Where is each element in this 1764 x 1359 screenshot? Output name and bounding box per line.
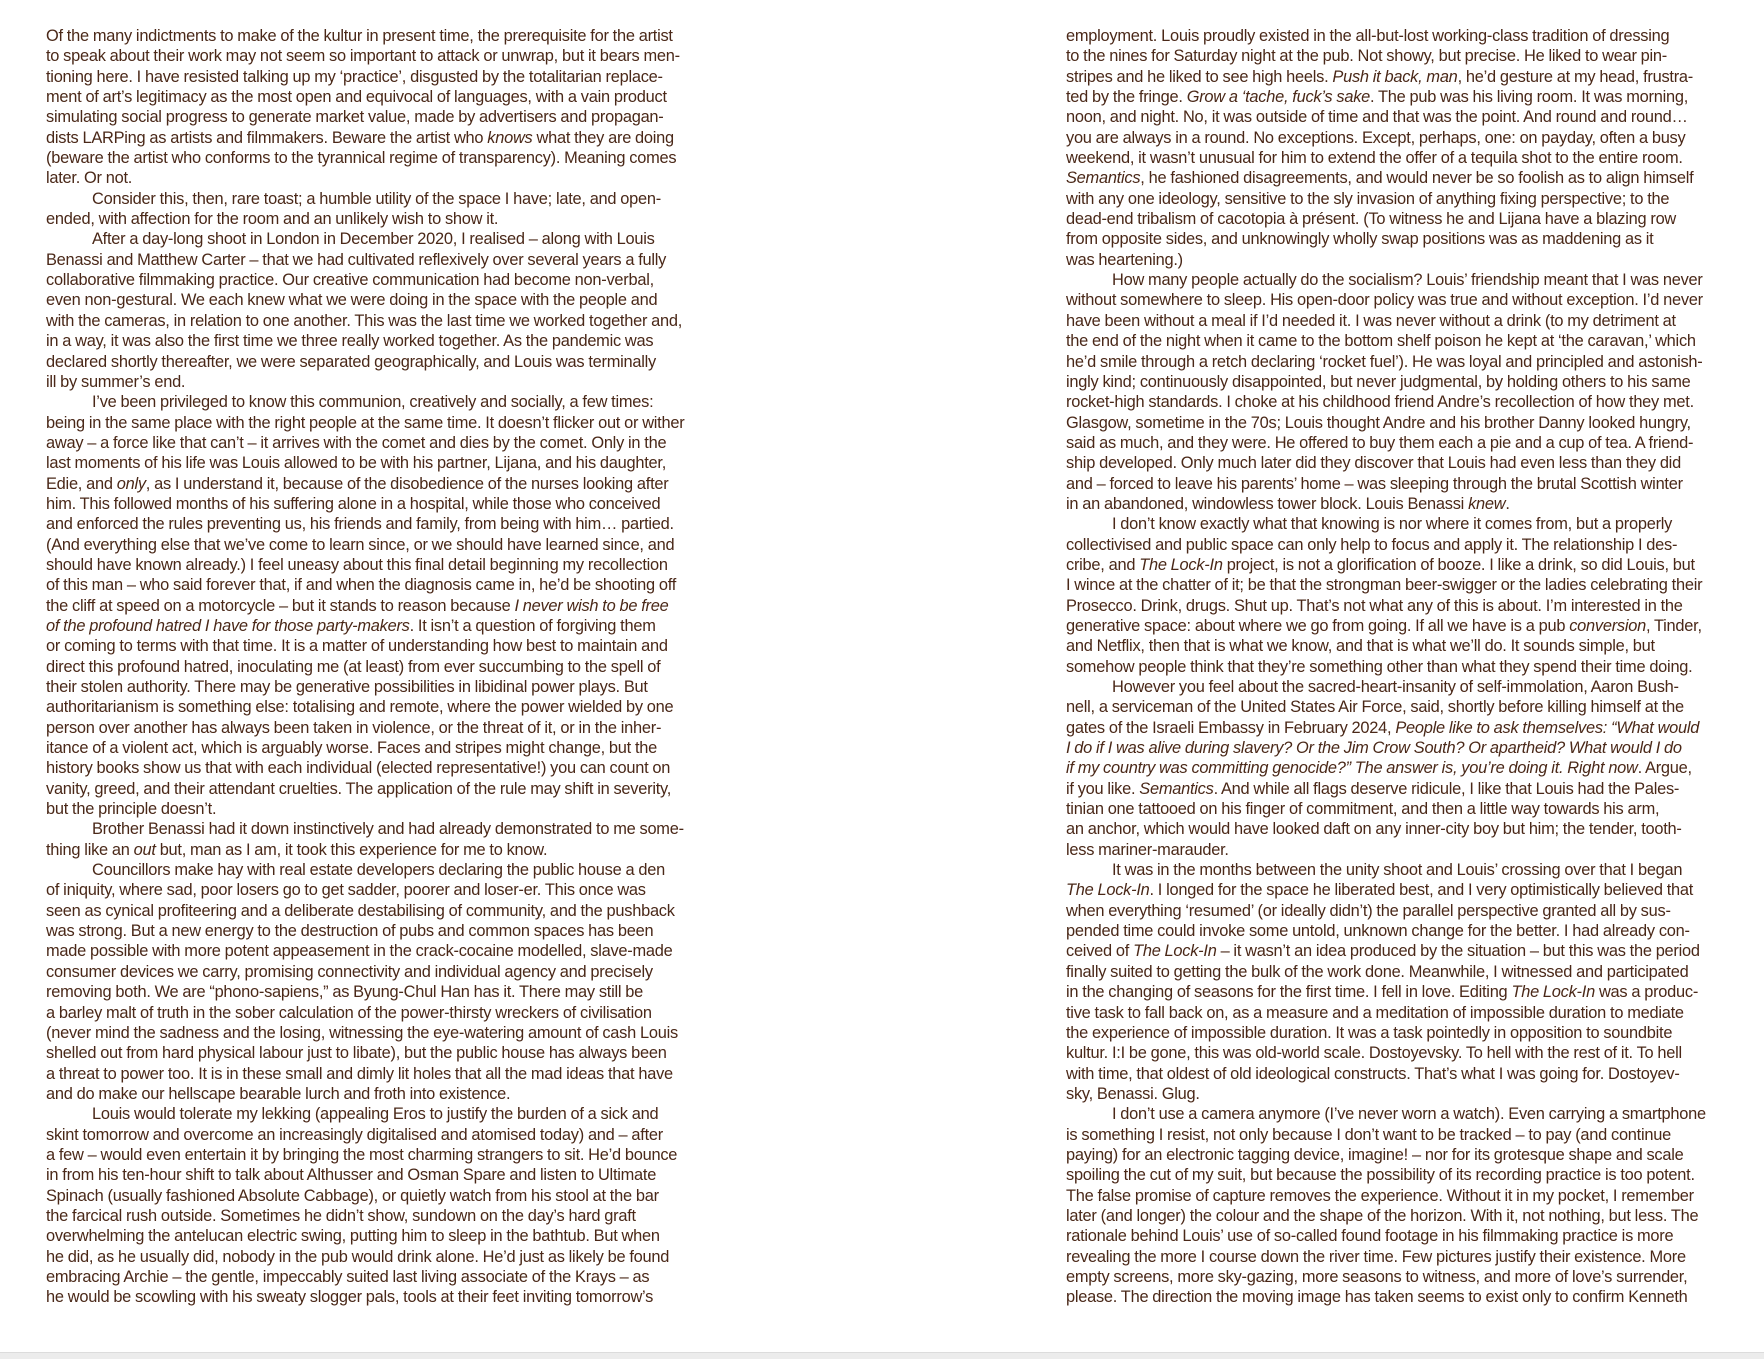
text-line: The false promise of capture removes the experience. Without it in my pocket, I remember: [1066, 1186, 1694, 1205]
text-line: tioning here. I have resisted talking up my ‘practice’, disgusted by the totalitarian replace-: [46, 67, 663, 86]
text-line: please. The direction the moving image has taken seems to exist only to confirm Kenneth: [1066, 1288, 1688, 1307]
text-line: person over another has always been taken in violence, or the threat of it, or in the inher-: [46, 718, 662, 737]
text-line: ended, with affection for the room and an unlikely wish to show it.: [46, 210, 499, 229]
text-line: itance of a violent act, which is arguably worse. Faces and stripes might change, but the: [46, 739, 658, 758]
text-run: gates of the Israeli Embassy in February 2024,: [1066, 718, 1396, 737]
text-line: [46, 616, 726, 636]
text-line: with time, that oldest of old ideological constructs. That’s what I was going for. Dostoyev-: [1066, 1064, 1680, 1083]
text-line: revealing the more I course down the river time. Few pictures justify their existence. More: [1066, 1247, 1686, 1266]
text-line: or coming to terms with that time. It is a matter of understanding how best to maintain and: [46, 637, 668, 656]
text-line: Glasgow, sometime in the 70s; Louis thought Andre and his brother Danny looked hungry,: [1066, 413, 1691, 432]
paragraph: [1066, 677, 1730, 860]
text-line: [1066, 67, 1730, 87]
text-run: . The pub was his living room. It was morning,: [1370, 88, 1689, 107]
text-line: (never mind the sadness and the losing, witnessing the eye-watering amount of cash Louis: [46, 1023, 678, 1042]
text-line: made possible with more potent appeasement in the crack-cocaine modelled, slave-made: [46, 942, 673, 961]
paragraph: [46, 229, 726, 392]
text-run: , as I understand it, because of the disobedience of the nurses looking after: [145, 474, 669, 493]
text-run: was a produc-: [1594, 983, 1699, 1002]
text-line: he would be scowling with his sweaty slogger pals, tools at their feet inviting tomorrow’s: [46, 1288, 654, 1307]
text-run: project, is not a glorification of booze. I like a drink, so did Louis, but: [1222, 555, 1695, 574]
text-line: of iniquity, where sad, poor losers go to get sadder, poorer and loser-er. This once was: [46, 881, 646, 900]
text-line: and – forced to leave his parents’ home – was sleeping through the brutal Scottish winter: [1066, 474, 1683, 493]
text-run: the cliff at speed on a motorcycle – but it stands to reason because: [46, 596, 515, 615]
text-run: . Argue,: [1637, 759, 1692, 778]
text-line: spoiling the cut of my suit, but because the possibility of its recording practice is too potent.: [1066, 1166, 1695, 1185]
text-line: seen as cynical profiteering and a deliberate destabilising of community, and the pushback: [46, 901, 675, 920]
text-run: . And while all flags deserve ridicule, I like that Louis had the Pales-: [1213, 779, 1680, 798]
text-line: later. Or not.: [46, 169, 133, 188]
text-line: was strong. But a new energy to the destruction of pubs and common spaces has been: [46, 922, 654, 941]
text-line: ship developed. Only much later did they discover that Louis had even less than they did: [1066, 454, 1681, 473]
emphasis: Semantics: [1066, 169, 1141, 188]
emphasis: conversion: [1569, 616, 1646, 635]
text-line: in a way, it was also the first time we three really worked together. As the pandemic was: [46, 332, 654, 351]
text-line: How many people actually do the socialism? Louis’ friendship meant that I was never: [1112, 271, 1703, 290]
text-line: tinian one tattooed on his finger of commitment, and then a little way towards his arm,: [1066, 800, 1660, 819]
paragraph: [46, 819, 726, 860]
text-line: a barley malt of truth in the sober calculation of the power-thirsty wreckers of civilisation: [46, 1003, 652, 1022]
text-line: without somewhere to sleep. His open-door policy was true and without exception. I’d never: [1066, 291, 1703, 310]
emphasis: The Lock-In: [1066, 881, 1150, 900]
text-run: but, man as I am, it took this experience for me to know.: [155, 840, 548, 859]
text-line: [46, 596, 726, 616]
text-line: their stolen authority. There may be generative possibilities in libidinal power plays. But: [46, 678, 648, 696]
emphasis: The Lock-In: [1511, 983, 1595, 1002]
text-run: what they are doing: [532, 128, 674, 147]
emphasis: People like to ask themselves: “What would: [1395, 718, 1700, 737]
text-line: history books show us that with each individual (elected representative!) you can count on: [46, 759, 671, 778]
text-line: and Netflix, then that is what we know, and that is what we’ll do. It sounds simple, but: [1066, 637, 1655, 656]
emphasis: Grow a ‘tache, fuck’s sake: [1186, 88, 1371, 107]
emphasis: Push it back, man: [1332, 67, 1458, 86]
text-run: generative space: about where we go from going. If all we have is a pub: [1066, 616, 1570, 635]
text-run: .: [1505, 494, 1510, 513]
text-line: finally suited to getting the bulk of the work done. Meanwhile, I witnessed and participated: [1066, 962, 1689, 981]
text-line: I don’t know exactly what that knowing is nor where it comes from, but a properly: [1112, 515, 1673, 534]
text-line: [1066, 616, 1730, 636]
text-run: , he fashioned disagreements, and would never be so foolish as to align himself: [1140, 169, 1694, 188]
text-line: noon, and night. No, it was outside of time and that was the point. And round and round…: [1066, 108, 1688, 127]
paragraph: [46, 392, 726, 819]
emphasis: knows: [487, 128, 533, 147]
text-line: sky, Benassi. Glug.: [1066, 1084, 1200, 1103]
text-line: I’ve been privileged to know this communion, creatively and socially, a few times:: [92, 393, 654, 412]
text-line: somehow people think that they’re something other than what they spend their time doing.: [1066, 657, 1693, 676]
text-line: [46, 128, 726, 148]
text-line: Louis would tolerate my lekking (appealing Eros to justify the burden of a sick and: [92, 1105, 659, 1124]
text-line: [1066, 880, 1730, 900]
text-line: a threat to power too. It is in these small and dimly lit holes that all the mad ideas that have: [46, 1064, 673, 1083]
text-line: [1066, 738, 1730, 758]
text-line: However you feel about the sacred-heart-insanity of self-immolation, Aaron Bush-: [1112, 678, 1679, 696]
text-line: collaborative filmmaking practice. Our creative communication had become non-verbal,: [46, 271, 654, 290]
text-line: [46, 474, 726, 494]
text-line: vanity, greed, and their attendant cruelties. The application of the rule may shift in severity,: [46, 779, 672, 798]
text-line: but the principle doesn’t.: [46, 800, 217, 819]
text-line: ingly kind; continuously disappointed, but never judgmental, by holding others to his same: [1066, 372, 1691, 391]
text-line: simulating social progress to generate market value, made by advertisers and propagan-: [46, 108, 664, 127]
text-line: away – a force like that can’t – it arrives with the comet and dies by the comet. Only in the: [46, 433, 667, 452]
text-line: authoritarianism is something else: totalising and remote, where the power wielded by one: [46, 698, 674, 717]
text-run: in an abandoned, windowless tower block. Louis Benassi: [1066, 494, 1469, 513]
text-line: (beware the artist who conforms to the tyrannical regime of transparency). Meaning comes: [46, 149, 677, 168]
text-line: [1066, 718, 1730, 738]
paragraph: [46, 26, 726, 189]
text-line: dead-end tribalism of cacotopia à présent. (To witness he and Lijana have a blazing row: [1066, 210, 1677, 229]
text-line: [1066, 494, 1730, 514]
emphasis: I do if I was alive during slavery? Or the Jim Crow South? Or apartheid? What would I do: [1066, 739, 1682, 758]
text-line: pended time could invoke some untold, unknown change for the better. I had already con-: [1066, 922, 1690, 941]
paragraph: [46, 1104, 726, 1307]
text-line: I don’t use a camera anymore (I’ve never worn a watch). Even carrying a smartphone: [1112, 1105, 1706, 1124]
text-line: declared shortly thereafter, we were separated geographically, and Louis was terminally: [46, 352, 656, 371]
text-line: Prosecco. Drink, drugs. Shut up. That’s not what any of this is about. I’m interested in the: [1066, 596, 1683, 615]
text-run: in the changing of seasons for the first time. I fell in love. Editing: [1066, 983, 1512, 1002]
text-line: when everything ‘resumed’ (or ideally didn’t) the parallel perspective granted all by sus-: [1066, 901, 1671, 920]
text-line: [1066, 941, 1730, 961]
text-line: rocket-high standards. I choke at his childhood friend Andre’s recollection of how they met.: [1066, 393, 1694, 412]
text-line: the farcical rush outside. Sometimes he didn’t show, sundown on the day’s hard graft: [46, 1206, 636, 1225]
text-line: is something I resist, not only because I don’t want to be tracked – to pay (and continue: [1066, 1125, 1671, 1144]
text-run: Edie, and: [46, 474, 117, 493]
text-run: . It isn’t a question of forgiving them: [409, 616, 656, 635]
paragraph: [1066, 1104, 1730, 1307]
text-line: overwhelming the antelucan electric swing, putting him to sleep in the bathtub. But when: [46, 1227, 660, 1246]
text-line: in from his ten-hour shift to talk about Althusser and Osman Spare and listen to Ultimate: [46, 1166, 657, 1185]
text-line: weekend, it wasn’t unusual for him to extend the offer of a tequila shot to the entire room.: [1066, 149, 1683, 168]
text-line: employment. Louis proudly existed in the all-but-lost working-class tradition of dressing: [1066, 27, 1670, 45]
text-line: to the nines for Saturday night at the pub. Not showy, but precise. He liked to wear pin-: [1066, 47, 1668, 66]
text-line: with any one ideology, sensitive to the sly invasion of anything fixing perspective; to the: [1066, 189, 1670, 208]
text-line: even non-gestural. We each knew what we were doing in the space with the people and: [46, 291, 658, 310]
text-line: last moments of his life was Louis allowed to be with his partner, Lijana, and his daughter,: [46, 454, 666, 473]
text-line: [1066, 758, 1730, 778]
text-line: It was in the months between the unity shoot and Louis’ crossing over that I began: [1112, 861, 1683, 880]
text-line: you are always in a round. No exceptions. Except, perhaps, one: on payday, often a busy: [1066, 128, 1686, 147]
right-page: [1066, 26, 1730, 1308]
text-line: Benassi and Matthew Carter – that we had cultivated reflexively over several years a fully: [46, 250, 667, 269]
paragraph: [1066, 514, 1730, 677]
text-line: shelled out from hard physical labour just to libate), but the public house has always been: [46, 1044, 667, 1063]
text-run: , he’d gesture at my head, frustra-: [1457, 67, 1693, 86]
emphasis: of the profound hatred I have for those party-makers: [46, 616, 410, 635]
text-line: ment of art’s legitimacy as the most open and equivocal of languages, with a vain product: [46, 88, 667, 107]
text-line: later (and longer) the colour and the shape of the horizon. With it, not nothing, but less. The: [1066, 1206, 1699, 1225]
text-line: Spinach (usually fashioned Absolute Cabbage), or quietly watch from his stool at the bar: [46, 1186, 659, 1205]
text-line: with the cameras, in relation to one another. This was the last time we worked together and,: [46, 311, 683, 330]
text-line: Of the many indictments to make of the kultur in present time, the prerequisite for the artist: [46, 27, 673, 45]
text-line: embracing Archie – the gentle, impeccably suited last living associate of the Krays – as: [46, 1267, 650, 1286]
text-line: paying) for an electronic tagging device, imagine! – nor for its grotesque shape and scale: [1066, 1145, 1684, 1164]
emphasis: out: [133, 840, 156, 859]
emphasis: The Lock-In: [1133, 942, 1217, 961]
text-line: have been without a meal if I’d needed it. I was never without a drink (to my detriment at: [1066, 311, 1676, 330]
text-line: [1066, 779, 1730, 799]
text-line: a few – would even entertain it by bringing the most charming strangers to sit. He’d bounce: [46, 1145, 678, 1164]
text-line: skint tomorrow and overcome an increasingly digitalised and atomised today) and – after: [46, 1125, 663, 1144]
text-line: Councillors make hay with real estate developers declaring the public house a den: [92, 861, 665, 880]
text-run: thing like an: [46, 840, 134, 859]
text-line: being in the same place with the right people at the same time. It doesn’t flicker out or wither: [46, 413, 685, 432]
text-line: he’d smile through a retch declaring ‘rocket fuel’). He was loyal and principled and astonish-: [1066, 352, 1703, 371]
text-line: of this man – who said forever that, if and when the diagnosis came in, he’d be shooting off: [46, 576, 677, 595]
text-line: him. This followed months of his suffering alone in a hospital, while those who conceived: [46, 494, 661, 513]
text-run: . I longed for the space he liberated best, and I very optimistically believed that: [1149, 881, 1694, 900]
text-line: and enforced the rules preventing us, his friends and family, from being with him… partied.: [46, 515, 674, 534]
paragraph: [1066, 26, 1730, 270]
text-line: he did, as he usually did, nobody in the pub would drink alone. He’d just as likely be found: [46, 1247, 670, 1266]
text-run: cribe, and: [1066, 555, 1140, 574]
text-line: the experience of impossible duration. It was a task pointedly in opposition to soundbite: [1066, 1023, 1673, 1042]
paragraph: [1066, 270, 1730, 514]
text-line: I wince at the chatter of it; be that the strongman beer-swigger or the ladies celebrating their: [1066, 576, 1703, 595]
text-line: from opposite sides, and unknowingly wholly swap positions was as maddening as it: [1066, 230, 1654, 249]
text-line: [1066, 555, 1730, 575]
emphasis: I never wish to be free: [514, 596, 669, 615]
text-line: [46, 840, 726, 860]
left-page: [46, 26, 726, 1308]
text-line: an anchor, which would have looked daft on any inner-city boy but him; the tender, tooth-: [1066, 820, 1682, 839]
text-line: to speak about their work may not seem so important to attack or unwrap, but it bears men-: [46, 47, 680, 66]
text-line: [1066, 87, 1730, 107]
text-run: dists LARPing as artists and filmmakers. Beware the artist who: [46, 128, 488, 147]
text-line: removing both. We are “phono-sapiens,” as Byung-Chul Han has it. There may still be: [46, 983, 643, 1002]
text-run: ceived of: [1066, 942, 1134, 961]
text-line: Consider this, then, rare toast; a humble utility of the space I have; late, and open-: [92, 189, 661, 208]
text-line: should have known already.) I feel uneasy about this final detail beginning my recollection: [46, 555, 668, 574]
paragraph: [46, 860, 726, 1104]
text-line: collectivised and public space can only help to focus and apply it. The relationship I des-: [1066, 535, 1678, 554]
text-line: (And everything else that we’ve come to learn since, or we should have learned since, and: [46, 535, 675, 554]
text-line: [1066, 982, 1730, 1002]
text-line: Brother Benassi had it down instinctively and had already demonstrated to me some-: [92, 820, 684, 839]
emphasis: if my country was committing genocide?” The answer is, you’re doing it. Right now: [1066, 759, 1638, 778]
text-line: less mariner-marauder.: [1066, 840, 1229, 859]
text-line: was heartening.): [1066, 250, 1183, 269]
text-run: if you like.: [1066, 779, 1140, 798]
text-line: kultur. I:I be gone, this was old-world scale. Dostoyevsky. To hell with the rest of it. To hell: [1066, 1044, 1682, 1063]
text-line: and do make our hellscape bearable lurch and froth into existence.: [46, 1084, 511, 1103]
text-line: tive task to fall back on, as a measure and a meditation of impossible duration to mediate: [1066, 1003, 1684, 1022]
emphasis: The Lock-In: [1139, 555, 1223, 574]
text-line: consumer devices we carry, promising connectivity and individual agency and precisely: [46, 962, 653, 981]
emphasis: only: [116, 474, 146, 493]
text-run: ted by the fringe.: [1066, 88, 1187, 107]
paragraph: [1066, 860, 1730, 1104]
text-line: rationale behind Louis’ use of so-called found footage in his filmmaking practice is more: [1066, 1227, 1674, 1246]
text-line: After a day-long shoot in London in December 2020, I realised – along with Louis: [92, 230, 655, 249]
text-run: stripes and he liked to see high heels.: [1066, 67, 1333, 86]
text-run: , Tinder,: [1646, 616, 1702, 635]
text-line: ill by summer’s end.: [46, 372, 186, 391]
emphasis: knew: [1468, 494, 1506, 513]
paragraph: [46, 189, 726, 230]
text-run: – it wasn’t an idea produced by the situation – but this was the period: [1216, 942, 1700, 961]
text-line: empty screens, more sky-gazing, more seasons to witness, and more of love’s surrender,: [1066, 1267, 1688, 1286]
text-line: direct this profound hatred, inoculating me (at least) from ever succumbing to the spell of: [46, 657, 661, 676]
emphasis: Semantics: [1139, 779, 1214, 798]
text-line: nell, a serviceman of the United States Air Force, said, shortly before killing himself at the: [1066, 698, 1684, 717]
text-line: the end of the night when it came to the bottom shelf poison he kept at ‘the caravan,’ which: [1066, 332, 1696, 351]
text-line: [1066, 168, 1730, 188]
text-line: said as much, and they were. He offered to buy them each a pie and a cup of tea. A friend-: [1066, 433, 1694, 452]
